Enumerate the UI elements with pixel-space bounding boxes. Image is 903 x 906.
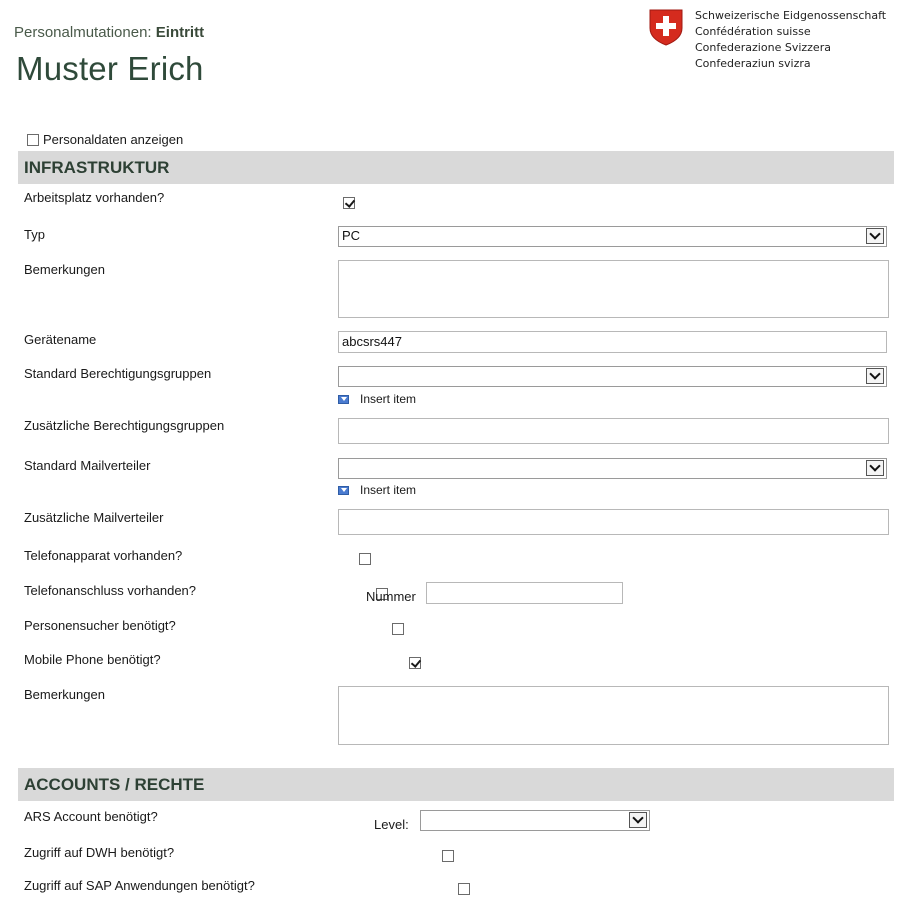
confederation-it: Confederazione Svizzera	[695, 41, 831, 54]
geraetename-label: Gerätename	[24, 332, 97, 347]
zus-mail-input[interactable]	[338, 509, 889, 535]
std-berechtigung-select[interactable]	[338, 366, 887, 387]
arbeitsplatz-checkbox[interactable]	[343, 197, 355, 209]
sap-label: Zugriff auf SAP Anwendungen benötigt?	[24, 878, 255, 893]
chevron-down-icon[interactable]	[866, 228, 884, 244]
level-select[interactable]	[420, 810, 650, 831]
geraetename-input[interactable]: abcsrs447	[338, 331, 887, 353]
personaldaten-checkbox[interactable]	[27, 134, 39, 146]
confederation-names	[695, 8, 886, 72]
personensucher-checkbox[interactable]	[392, 623, 404, 635]
bemerkungen2-textarea[interactable]	[338, 686, 889, 745]
arbeitsplatz-label: Arbeitsplatz vorhanden?	[24, 190, 165, 205]
typ-label: Typ	[24, 227, 45, 242]
insert-item-icon	[338, 395, 349, 404]
std-berechtigung-insert[interactable]	[338, 392, 416, 406]
chevron-down-icon[interactable]	[629, 812, 647, 828]
typ-select[interactable]	[338, 226, 887, 247]
telefonapparat-label: Telefonapparat vorhanden?	[24, 548, 183, 563]
insert-item-label: Insert item	[360, 483, 417, 497]
breadcrumb	[14, 24, 204, 41]
zus-berechtigung-input[interactable]	[338, 418, 889, 444]
mobile-checkbox[interactable]	[409, 657, 421, 669]
breadcrumb-prefix: Personalmutationen:	[14, 24, 152, 41]
mobile-label: Mobile Phone benötigt?	[24, 652, 161, 667]
nummer-label: Nummer	[366, 589, 416, 604]
breadcrumb-action: Eintritt	[155, 24, 205, 41]
confederation-de: Schweizerische Eidgenossenschaft	[695, 9, 887, 22]
sap-checkbox[interactable]	[458, 883, 470, 895]
insert-item-icon	[338, 486, 349, 495]
typ-value: PC	[342, 228, 361, 243]
dwh-checkbox[interactable]	[442, 850, 454, 862]
telefonapparat-checkbox[interactable]	[359, 553, 371, 565]
person-name: Muster Erich	[16, 50, 204, 87]
personaldaten-toggle[interactable]	[27, 132, 183, 147]
std-mail-insert[interactable]	[338, 483, 416, 497]
personaldaten-label: Personaldaten anzeigen	[43, 132, 184, 147]
confederation-rm: Confederaziun svizra	[695, 57, 811, 70]
zus-berechtigung-label: Zusätzliche Berechtigungsgruppen	[24, 418, 225, 433]
std-mail-select[interactable]	[338, 458, 887, 479]
personensucher-label: Personensucher benötigt?	[24, 618, 176, 633]
section-infrastruktur: INFRASTRUKTUR	[18, 151, 894, 184]
bemerkungen1-textarea[interactable]	[338, 260, 889, 318]
telefonanschluss-label: Telefonanschluss vorhanden?	[24, 583, 197, 598]
bemerkungen1-label: Bemerkungen	[24, 262, 105, 277]
section-accounts: ACCOUNTS / RECHTE	[18, 768, 894, 801]
insert-item-label: Insert item	[360, 392, 417, 406]
nummer-input[interactable]	[426, 582, 623, 604]
bemerkungen2-label: Bemerkungen	[24, 687, 105, 702]
swiss-cross-logo	[648, 8, 684, 46]
chevron-down-icon[interactable]	[866, 460, 884, 476]
confederation-fr: Confédération suisse	[695, 25, 811, 38]
std-mail-label: Standard Mailverteiler	[24, 458, 151, 473]
std-berechtigung-label: Standard Berechtigungsgruppen	[24, 366, 212, 381]
chevron-down-icon[interactable]	[866, 368, 884, 384]
dwh-label: Zugriff auf DWH benötigt?	[24, 845, 175, 860]
level-label: Level:	[374, 817, 409, 832]
ars-label: ARS Account benötigt?	[24, 809, 158, 824]
zus-mail-label: Zusätzliche Mailverteiler	[24, 510, 164, 525]
